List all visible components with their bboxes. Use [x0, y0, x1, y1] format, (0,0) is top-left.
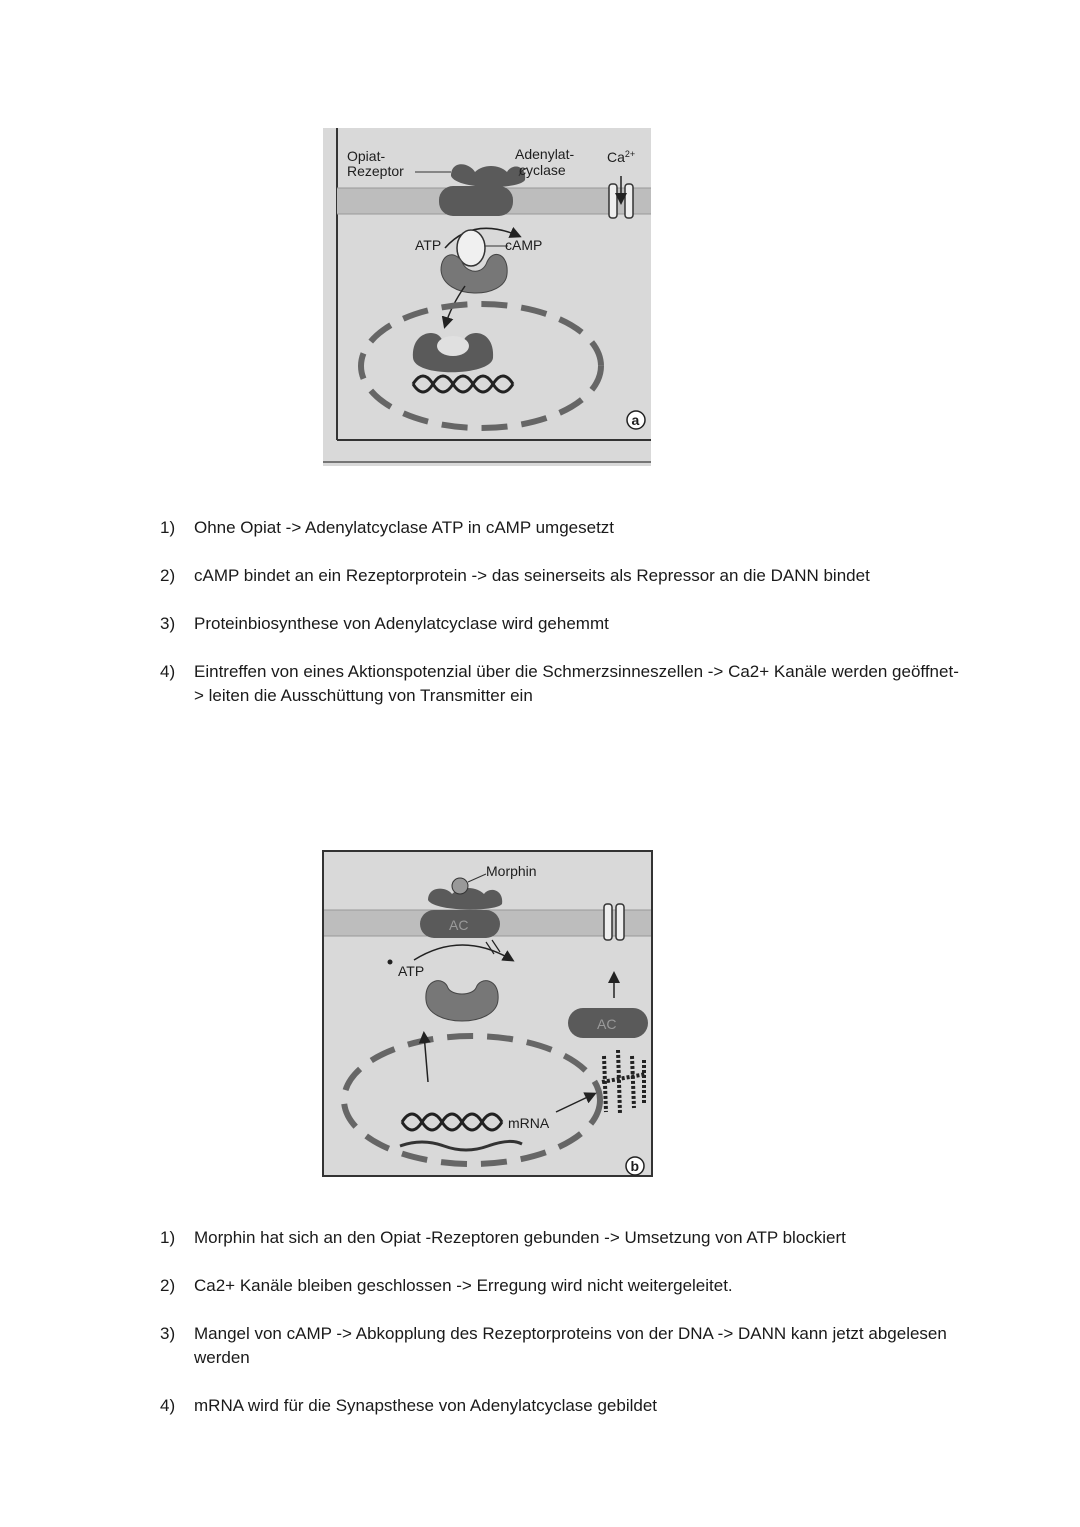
list-item: 1) Morphin hat sich an den Opiat -Rezeptoren gebunden -> Umsetzung von ATP blockiert	[160, 1228, 846, 1247]
list-item: 2) cAMP bindet an ein Rezeptorprotein -> das seinerseits als Repressor an die DANN bindet	[160, 566, 870, 585]
mrna-strand	[400, 1141, 522, 1150]
list-item: 1) Ohne Opiat -> Adenylatcyclase ATP in cAMP umgesetzt	[160, 518, 615, 537]
calcium-channel	[604, 904, 612, 940]
panel-letter-a: a	[631, 412, 640, 428]
list-b	[160, 1226, 960, 1418]
nucleus-envelope	[344, 1036, 600, 1164]
opiate-receptor	[451, 164, 525, 187]
panel-letter-b: b	[630, 1158, 640, 1174]
label-adenylat: Adenylat-	[515, 146, 575, 162]
label-ac-free: AC	[597, 1016, 617, 1032]
label-mrna: mRNA	[508, 1115, 550, 1131]
label-cyclase: cyclase	[519, 162, 566, 178]
label-camp: cAMP	[505, 237, 543, 253]
list-item: 3) Proteinbiosynthese von Adenylatcyclase wird gehemmt	[160, 614, 609, 633]
label-ca: $Ca^{2+}$	[607, 149, 636, 165]
figure-a-diagram	[323, 128, 651, 466]
label-atp: ATP	[398, 963, 425, 979]
list-item: 4) Eintreffen von eines Aktionspotenzial über die Schmerzsinneszellen -> Ca2+ Kanäle werden geöffnet-> leiten die Ausschüttung von Transmitter ein	[160, 662, 959, 705]
adenylate-cyclase	[439, 186, 513, 216]
calcium-channel	[609, 184, 617, 218]
ribosome-cluster	[602, 1050, 646, 1114]
figure-a	[323, 128, 651, 466]
label-rezeptor: Rezeptor	[347, 163, 404, 179]
label-atp: ATP	[415, 237, 442, 253]
morphine-molecule	[452, 878, 468, 894]
receptor-protein	[426, 981, 498, 1021]
figure-b	[322, 850, 653, 1177]
label-morphin: Morphin	[486, 863, 537, 879]
dna-helix	[402, 1114, 502, 1130]
label-ac-membrane: AC	[449, 917, 469, 933]
list-item: 4) mRNA wird für die Synapsthese von Adenylatcyclase gebildet	[160, 1396, 658, 1415]
label-opiat: Opiat-	[347, 148, 386, 164]
list-item: 2) Ca2+ Kanäle bleiben geschlossen -> Erregung wird nicht weitergeleitet.	[160, 1276, 733, 1295]
dna-helix	[413, 376, 513, 392]
list-a	[160, 516, 960, 708]
list-item: 3) Mangel von cAMP -> Abkopplung des Rezeptorproteins von der DNA -> DANN kann jetzt abgelesen werden	[160, 1324, 947, 1367]
figure-b-diagram	[322, 850, 653, 1177]
